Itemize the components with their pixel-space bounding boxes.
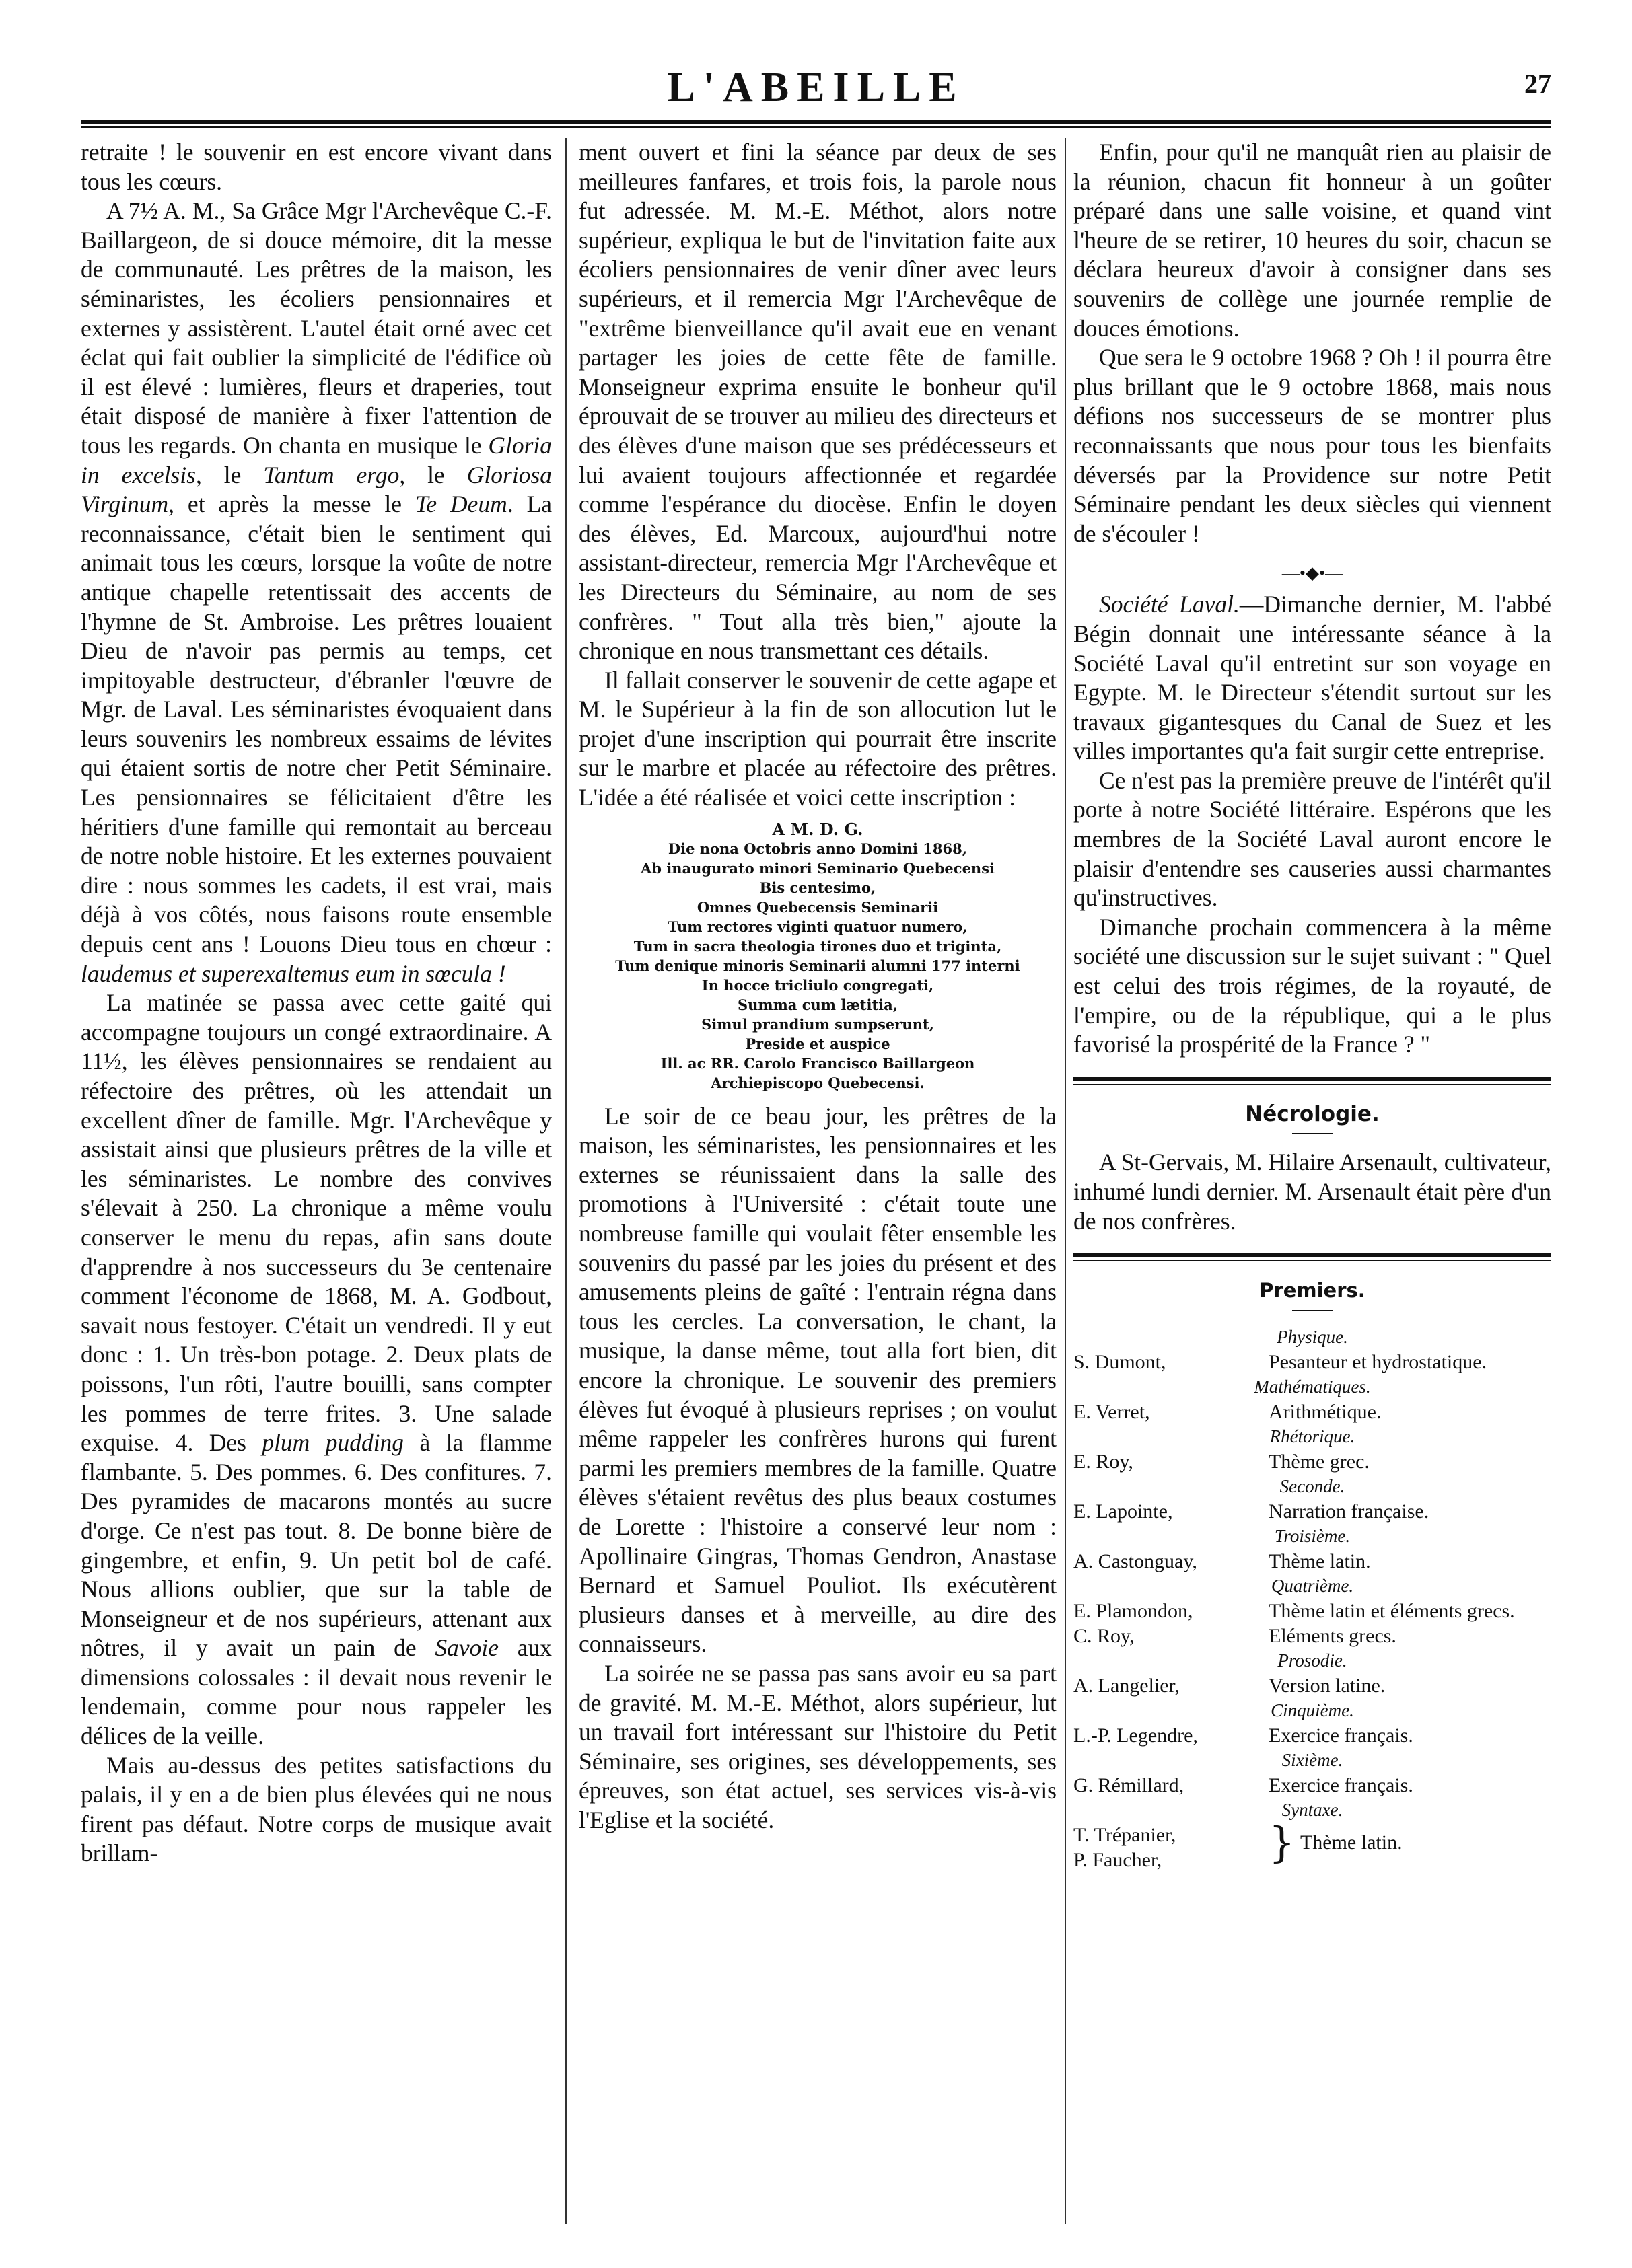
- student-name: E. Verret,: [1073, 1400, 1150, 1423]
- paragraph: La soirée ne se passa pas sans avoir eu sa part de gravité. M. M.-E. Méthot, alors supérieur, lut un travail fort intéressant sur l'histoire du Petit Séminaire, ses origines, ses développements, ses épreuves, son état actuel, ses services vis-à-vis l'Eglise et la société.: [579, 1659, 1057, 1833]
- italic-run: Gloria in excelsis: [81, 431, 552, 488]
- header-rule-thin: [81, 126, 1551, 128]
- premiers-category: Rhétorique.: [1269, 1426, 1355, 1447]
- student-name: L.-P. Legendre,: [1073, 1724, 1198, 1747]
- paragraph: Que sera le 9 octobre 1968 ? Oh ! il pourra être plus brillant que le 9 octobre 1868, mais nous défions nos successeurs de se montrer plus reconnaissants que nous pour tous les bienfaits déversés par la Providence sur notre Petit Séminaire pendant les deux siècles qui viennent de s'écouler !: [1073, 344, 1551, 547]
- text-run: La matinée se passa avec cette gaité qui accompagne toujours un congé extraordinaire. A 11½, les élèves pensionnaires se rendaient au réfectoire des prêtres, où les attendait un excellent dîner de famille. Mgr. l'Archevêque y assistait ainsi que plusieurs prêtres de la ville et les séminaristes. Le nombre des convives s'élevait à 250. La chronique a même voulu conserver le menu du repas, afin sans doute d'apprendre à nos successeurs du 3e centenaire comment l'économe de 1868, M. A. Godbout, savait nous festoyer. C'était un vendredi. Il y eut donc : 1. Un très-bon potage. 2. Deux plats de poissons, l'un rôti, l'autre bouilli, sans compter les pommes de terre frites. 3. Une salade exquise. 4. Des: [81, 989, 552, 1457]
- prize-subject: Exercice français.: [1269, 1773, 1413, 1796]
- inscription-line: Die nona Octobris anno Domini 1868,: [668, 840, 968, 857]
- premiers-category: Syntaxe.: [1281, 1799, 1343, 1820]
- prize-subject: Thème latin.: [1269, 1549, 1371, 1572]
- section-rule-thin: [1073, 1260, 1551, 1261]
- heading-dash: [1292, 1133, 1333, 1134]
- student-name: A. Castonguay,: [1073, 1549, 1197, 1572]
- prize-subject: Thème latin et éléments grecs.: [1269, 1599, 1515, 1622]
- paragraph: [81, 196, 552, 988]
- prize-subject: Exercice français.: [1269, 1724, 1413, 1747]
- italic-run: laudemus et superexaltemus eum in sœcula !: [81, 959, 506, 987]
- premiers-row: [1073, 1499, 1551, 1524]
- italic-run: Te Deum: [415, 490, 507, 518]
- prize-subject: Arithmétique.: [1269, 1400, 1382, 1423]
- heading-dash: [1292, 1310, 1333, 1311]
- italic-run: Savoie: [435, 1634, 499, 1662]
- premiers-row: [1073, 1723, 1551, 1748]
- premiers-row: [1073, 1773, 1551, 1798]
- prize-subject: Version latine.: [1269, 1674, 1386, 1697]
- premiers-category: Troisième.: [1274, 1525, 1351, 1546]
- paragraph: Enfin, pour qu'il ne manquât rien au plaisir de la réunion, chacun fit honneur à un goûter préparé dans une salle voisine, et quand vint l'heure de se retirer, 10 heures du soir, chacun se déclara heureux d'avoir à consigner dans ses souvenirs de collège une journée remplie de douces émotions.: [1073, 139, 1551, 342]
- premiers-category: Quatrième.: [1271, 1575, 1354, 1596]
- column-separator: [565, 138, 567, 2224]
- inscription-line: A M. D. G.: [772, 819, 863, 839]
- premiers-row: [1073, 1599, 1551, 1623]
- premiers-row: [1073, 1350, 1551, 1375]
- text-run: , le: [195, 461, 242, 488]
- student-name: S. Dumont,: [1073, 1350, 1166, 1373]
- prize-subject: Eléments grecs.: [1269, 1624, 1396, 1647]
- premiers-row: [1073, 1623, 1551, 1648]
- text-run: à la flamme flambante. 5. Des pommes. 6. Des confitures. 7. Des pyramides de macarons montés au sucre d'orge. Ce n'est pas tout. 8. De bonne bière de gingembre, et enfin, 9. Un petit bol de café. Nous allions oublier, que sur la table de Monseigneur et de nos supérieurs, attenant aux nôtres, il y avait un pain de: [81, 1429, 552, 1662]
- student-names: [1073, 1823, 1269, 1872]
- premiers-heading: Premiers.: [1259, 1279, 1365, 1303]
- premiers-category: Prosodie.: [1277, 1650, 1347, 1671]
- section-rule-thin: [1073, 1084, 1551, 1085]
- paragraph: Le soir de ce beau jour, les prêtres de la maison, les séminaristes, les pensionnaires et les externes se réunissaient dans la salle des promotions à l'Université : c'était toute une nombreuse famille qui voulait fêter ensemble les souvenirs du passé par les joies du présent et des amusements pleins de gaîté : l'entrain régna dans tous les cercles. La conversation, le chant, la musique, la danse même, tout alla fort bien, dit encore la chronique. Le souvenir des premiers élèves fut évoqué à plusieurs reprises ; on voulut même rappeler les confrères hurons qui furent parmi les premiers membres de la famille. Quatre élèves s'étaient revêtus des plus beaux costumes de Lorette : l'histoire a conservé leur nom : Apollinaire Gingras, Thomas Gendron, Anastase Bernard et Samuel Pouliot. Ils exécutèrent plusieurs danses et à merveille, au dire des connaisseurs.: [579, 1102, 1057, 1658]
- latin-inscription: [579, 819, 1057, 1093]
- text-run: , et après la messe le: [168, 490, 402, 518]
- paragraph: retraite ! le souvenir en est encore vivant dans tous les cœurs.: [81, 139, 552, 195]
- prize-subject: Narration française.: [1269, 1500, 1429, 1523]
- student-name: E. Plamondon,: [1073, 1599, 1193, 1622]
- paragraph: Il fallait conserver le souvenir de cette agape et M. le Supérieur à la fin de son allocution lut le projet d'une inscription qui pourrait être inscrite sur le marbre et placée au réfectoire des prêtres. L'idée a été réalisée et voici cette inscription :: [579, 666, 1057, 811]
- text-run: , le: [399, 461, 445, 488]
- paragraph: Ce n'est pas la première preuve de l'intérêt qu'il porte à notre Société littéraire. Espérons que les membres de la Société Laval auront encore le plaisir d'entendre ses causeries aussi charmantes qu'instructives.: [1073, 766, 1551, 912]
- column-3: [1073, 138, 1551, 2230]
- brace-glyph: }: [1269, 1817, 1296, 1867]
- premiers-category: Physique.: [1277, 1326, 1348, 1347]
- inscription-line: Ill. ac RR. Carolo Francisco Baillargeon: [660, 1054, 975, 1072]
- header-rule-thick: [81, 120, 1551, 124]
- inscription-line: Archiepiscopo Quebecensi.: [711, 1074, 925, 1091]
- premiers-row: [1073, 1399, 1551, 1424]
- paragraph: [81, 988, 552, 1751]
- inscription-line: Summa cum lætitia,: [737, 996, 898, 1013]
- section-rule: [1073, 1253, 1551, 1257]
- premiers-row-joint: [1073, 1823, 1551, 1872]
- text-run: . La reconnaissance, c'était bien le sentiment qui animait tous les cœurs, lorsque la voûte de notre antique chapelle retentissait des accents de l'hymne de St. Ambroise. Les prêtres louaient Dieu de n'avoir pas permis au temps, cet impitoyable destructeur, d'ébranler l'œuvre de Mgr. de Laval. Les séminaristes évoquaient dans leurs souvenirs les nombreux essaims de lévites qui étaient sortis de notre cher Petit Séminaire. Les pensionnaires se félicitaient d'être les héritiers d'une famille qui remontait au berceau de notre noble histoire. Et les externes pouvaient dire : nous sommes les cadets, il est vrai, mais déjà à vos côtés, nous faisons route ensemble depuis cent ans ! Louons Dieu tous en chœur :: [81, 490, 552, 958]
- premiers-category: Sixième.: [1281, 1749, 1343, 1770]
- premiers-category: Mathématiques.: [1254, 1376, 1371, 1397]
- italic-run: Tantum ergo: [263, 461, 400, 488]
- page-header: [81, 64, 1551, 118]
- italic-run: Société Laval.: [1099, 591, 1240, 618]
- premiers-row: [1073, 1449, 1551, 1474]
- student-name: G. Rémillard,: [1073, 1773, 1184, 1796]
- paragraph: ment ouvert et fini la séance par deux de ses meilleures fanfares, et trois fois, la parole nous fut adressée. M. M.-E. Méthot, alors notre supérieur, expliqua le but de l'invitation faite aux écoliers pensionnaires de venir dîner avec leurs supérieurs, et il remercia Mgr l'Archevêque de "extrême bienveillance qu'il avait eue en venant partager les joies de cette fête de famille. Monseigneur exprima ensuite le bonheur qu'il éprouvait de se trouver au milieu des directeurs et des élèves d'une maison que ses prédécesseurs et lui avaient toujours affectionnée et regardée comme l'espérance du diocèse. Enfin le doyen des élèves, Ed. Marcoux, aujourd'hui notre assistant-directeur, remercia Mgr l'Archevêque et les Directeurs du Séminaire, au nom de ses confrères. " Tout alla très bien," ajoute la chronique en nous transmettant ces détails.: [579, 139, 1057, 665]
- necrology-text: A St-Gervais, M. Hilaire Arsenault, cultivateur, inhumé lundi dernier. M. Arsenault était père d'un de nos confrères.: [1073, 1148, 1551, 1235]
- student-name: C. Roy,: [1073, 1624, 1135, 1647]
- text-run: aux dimensions colossales : il devait nous revenir le lendemain, comme pour nous rappeler les délices de la veille.: [81, 1634, 552, 1750]
- inscription-line: Omnes Quebecensis Seminarii: [697, 898, 939, 916]
- prize-subject: Thème latin.: [1300, 1831, 1403, 1854]
- text-run: —Dimanche dernier, M. l'abbé Bégin donnait une intéressante séance à la Société Laval qu'il entretint sur son voyage en Egypte. M. le Directeur s'étendit surtout sur les travaux gigantesques du Canal de Suez et les villes importantes qu'a fait surgir cette entreprise.: [1073, 591, 1551, 765]
- premiers-table: [1073, 1325, 1551, 1872]
- text-run: A 7½ A. M., Sa Grâce Mgr l'Archevêque C.-F. Baillargeon, de si douce mémoire, dit la messe de communauté. Les prêtres de la maison, les séminaristes, les écoliers pensionnaires et externes y assistèrent. L'autel était orné avec cet éclat qui fait oublier la simplicité de l'édifice où il est élevé : lumières, fleurs et draperies, tout était disposé de manière à fixer l'attention de tous les regards. On chanta en musique le: [81, 197, 552, 459]
- inscription-line: In hocce tricliulo congregati,: [701, 976, 934, 994]
- prize-subject: Thème grec.: [1269, 1450, 1370, 1473]
- student-name: E. Lapointe,: [1073, 1500, 1173, 1523]
- italic-run: plum pudding: [262, 1429, 404, 1457]
- premiers-category: Cinquième.: [1271, 1699, 1354, 1720]
- paragraph: Dimanche prochain commencera à la même société une discussion sur le sujet suivant : " Quel est celui des trois régimes, de la royauté, de l'empire, ou de la république, qui a le plus favorisé la prospérité de la France ? ": [1073, 913, 1551, 1058]
- premiers-row: [1073, 1549, 1551, 1574]
- prize-subject-joint: [1269, 1817, 1551, 1872]
- column-2: [579, 138, 1057, 2230]
- inscription-line: Tum rectores viginti quatuor numero,: [668, 918, 968, 935]
- page-number: 27: [1524, 69, 1551, 99]
- premiers-category: Seconde.: [1279, 1475, 1345, 1496]
- inscription-line: Tum in sacra theologia tirones duo et triginta,: [633, 937, 1002, 955]
- inscription-line: Simul prandium sumpserunt,: [701, 1015, 934, 1033]
- italic-run: Gloriosa Virginum: [81, 461, 552, 518]
- inscription-line: Bis centesimo,: [759, 879, 876, 896]
- student-name: P. Faucher,: [1073, 1848, 1162, 1871]
- inscription-line: Ab inaugurato minori Seminario Quebecensi: [640, 859, 995, 877]
- column-1: [81, 138, 552, 2230]
- paragraph: [1073, 590, 1551, 766]
- masthead-title: L'ABEILLE: [667, 65, 965, 110]
- inscription-line: Tum denique minoris Seminarii alumni 177 interni: [615, 957, 1020, 974]
- column-separator: [1065, 138, 1066, 2224]
- student-name: A. Langelier,: [1073, 1674, 1180, 1697]
- student-name: T. Trépanier,: [1073, 1823, 1176, 1846]
- paragraph: Mais au-dessus des petites satisfactions du palais, il y en a de bien plus élevées qui ne nous firent pas défaut. Notre corps de musique avait brillam-: [81, 1751, 552, 1867]
- student-name: E. Roy,: [1073, 1450, 1133, 1473]
- inscription-line: Preside et auspice: [745, 1035, 890, 1052]
- premiers-row: [1073, 1673, 1551, 1698]
- necrology-heading: Nécrologie.: [1245, 1101, 1380, 1126]
- section-ornament: —•◆•—: [1281, 563, 1343, 583]
- prize-subject: Pesanteur et hydrostatique.: [1269, 1350, 1487, 1373]
- section-rule: [1073, 1077, 1551, 1081]
